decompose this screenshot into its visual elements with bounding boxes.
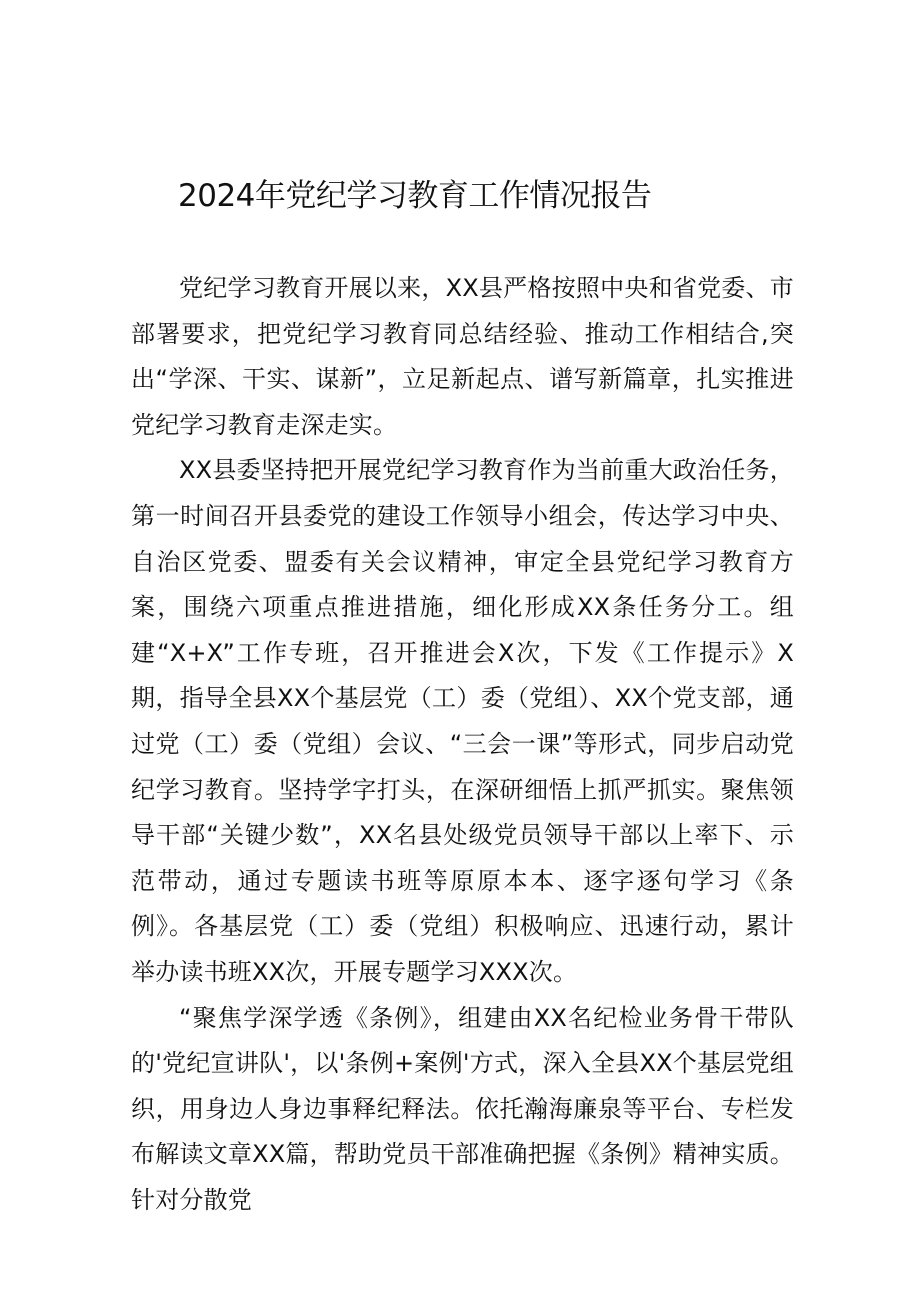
paragraph-county-committee: XX县委坚持把开展党纪学习教育作为当前重大政治任务，第一时间召开县委党的建设工作领导小组会，传达学习中央、自治区党委、盟委有关会议精神，审定全县党纪学习教育方案，围绕六项重点推进措施，细化形成XX条任务分工。组建“X+X”工作专班，召开推进会X次，下发《工作提示》X期，指导全县XX个基层党（工）委（党组）、XX个党支部，通过党（工）委（党组）会议、“三会一课”等形式，同步启动党纪学习教育。坚持学字打头，在深研细悟上抓严抓实。聚焦领导干部“关键少数”，XX名县处级党员领导干部以上率下、示范带动，通过专题读书班等原原本本、逐字逐句学习《条例》。各基层党（工）委（党组）积极响应、迅速行动，累计举办读书班XX次，开展专题学习XXX次。 [131, 456, 794, 986]
document-body [131, 266, 794, 1223]
paragraph-regulation-study: “聚焦学深学透《条例》，组建由XX名纪检业务骨干带队的'党纪宣讲队'，以'条例+案例'方式，深入全县XX个基层党组织，用身边人身边事释纪释法。依托瀚海廉泉等平台、专栏发布解读文章XX篇，帮助党员干部准确把握《条例》精神实质。针对分散党 [131, 1003, 794, 1214]
paragraph-intro: 党纪学习教育开展以来，XX县严格按照中央和省党委、市部署要求，把党纪学习教育同总结经验、推动工作相结合,突出“学深、干实、谋新”，立足新起点、谱写新篇章，扎实推进党纪学习教育走深走实。 [131, 274, 794, 439]
document-title: 2024年党纪学习教育工作情况报告 [178, 178, 652, 214]
